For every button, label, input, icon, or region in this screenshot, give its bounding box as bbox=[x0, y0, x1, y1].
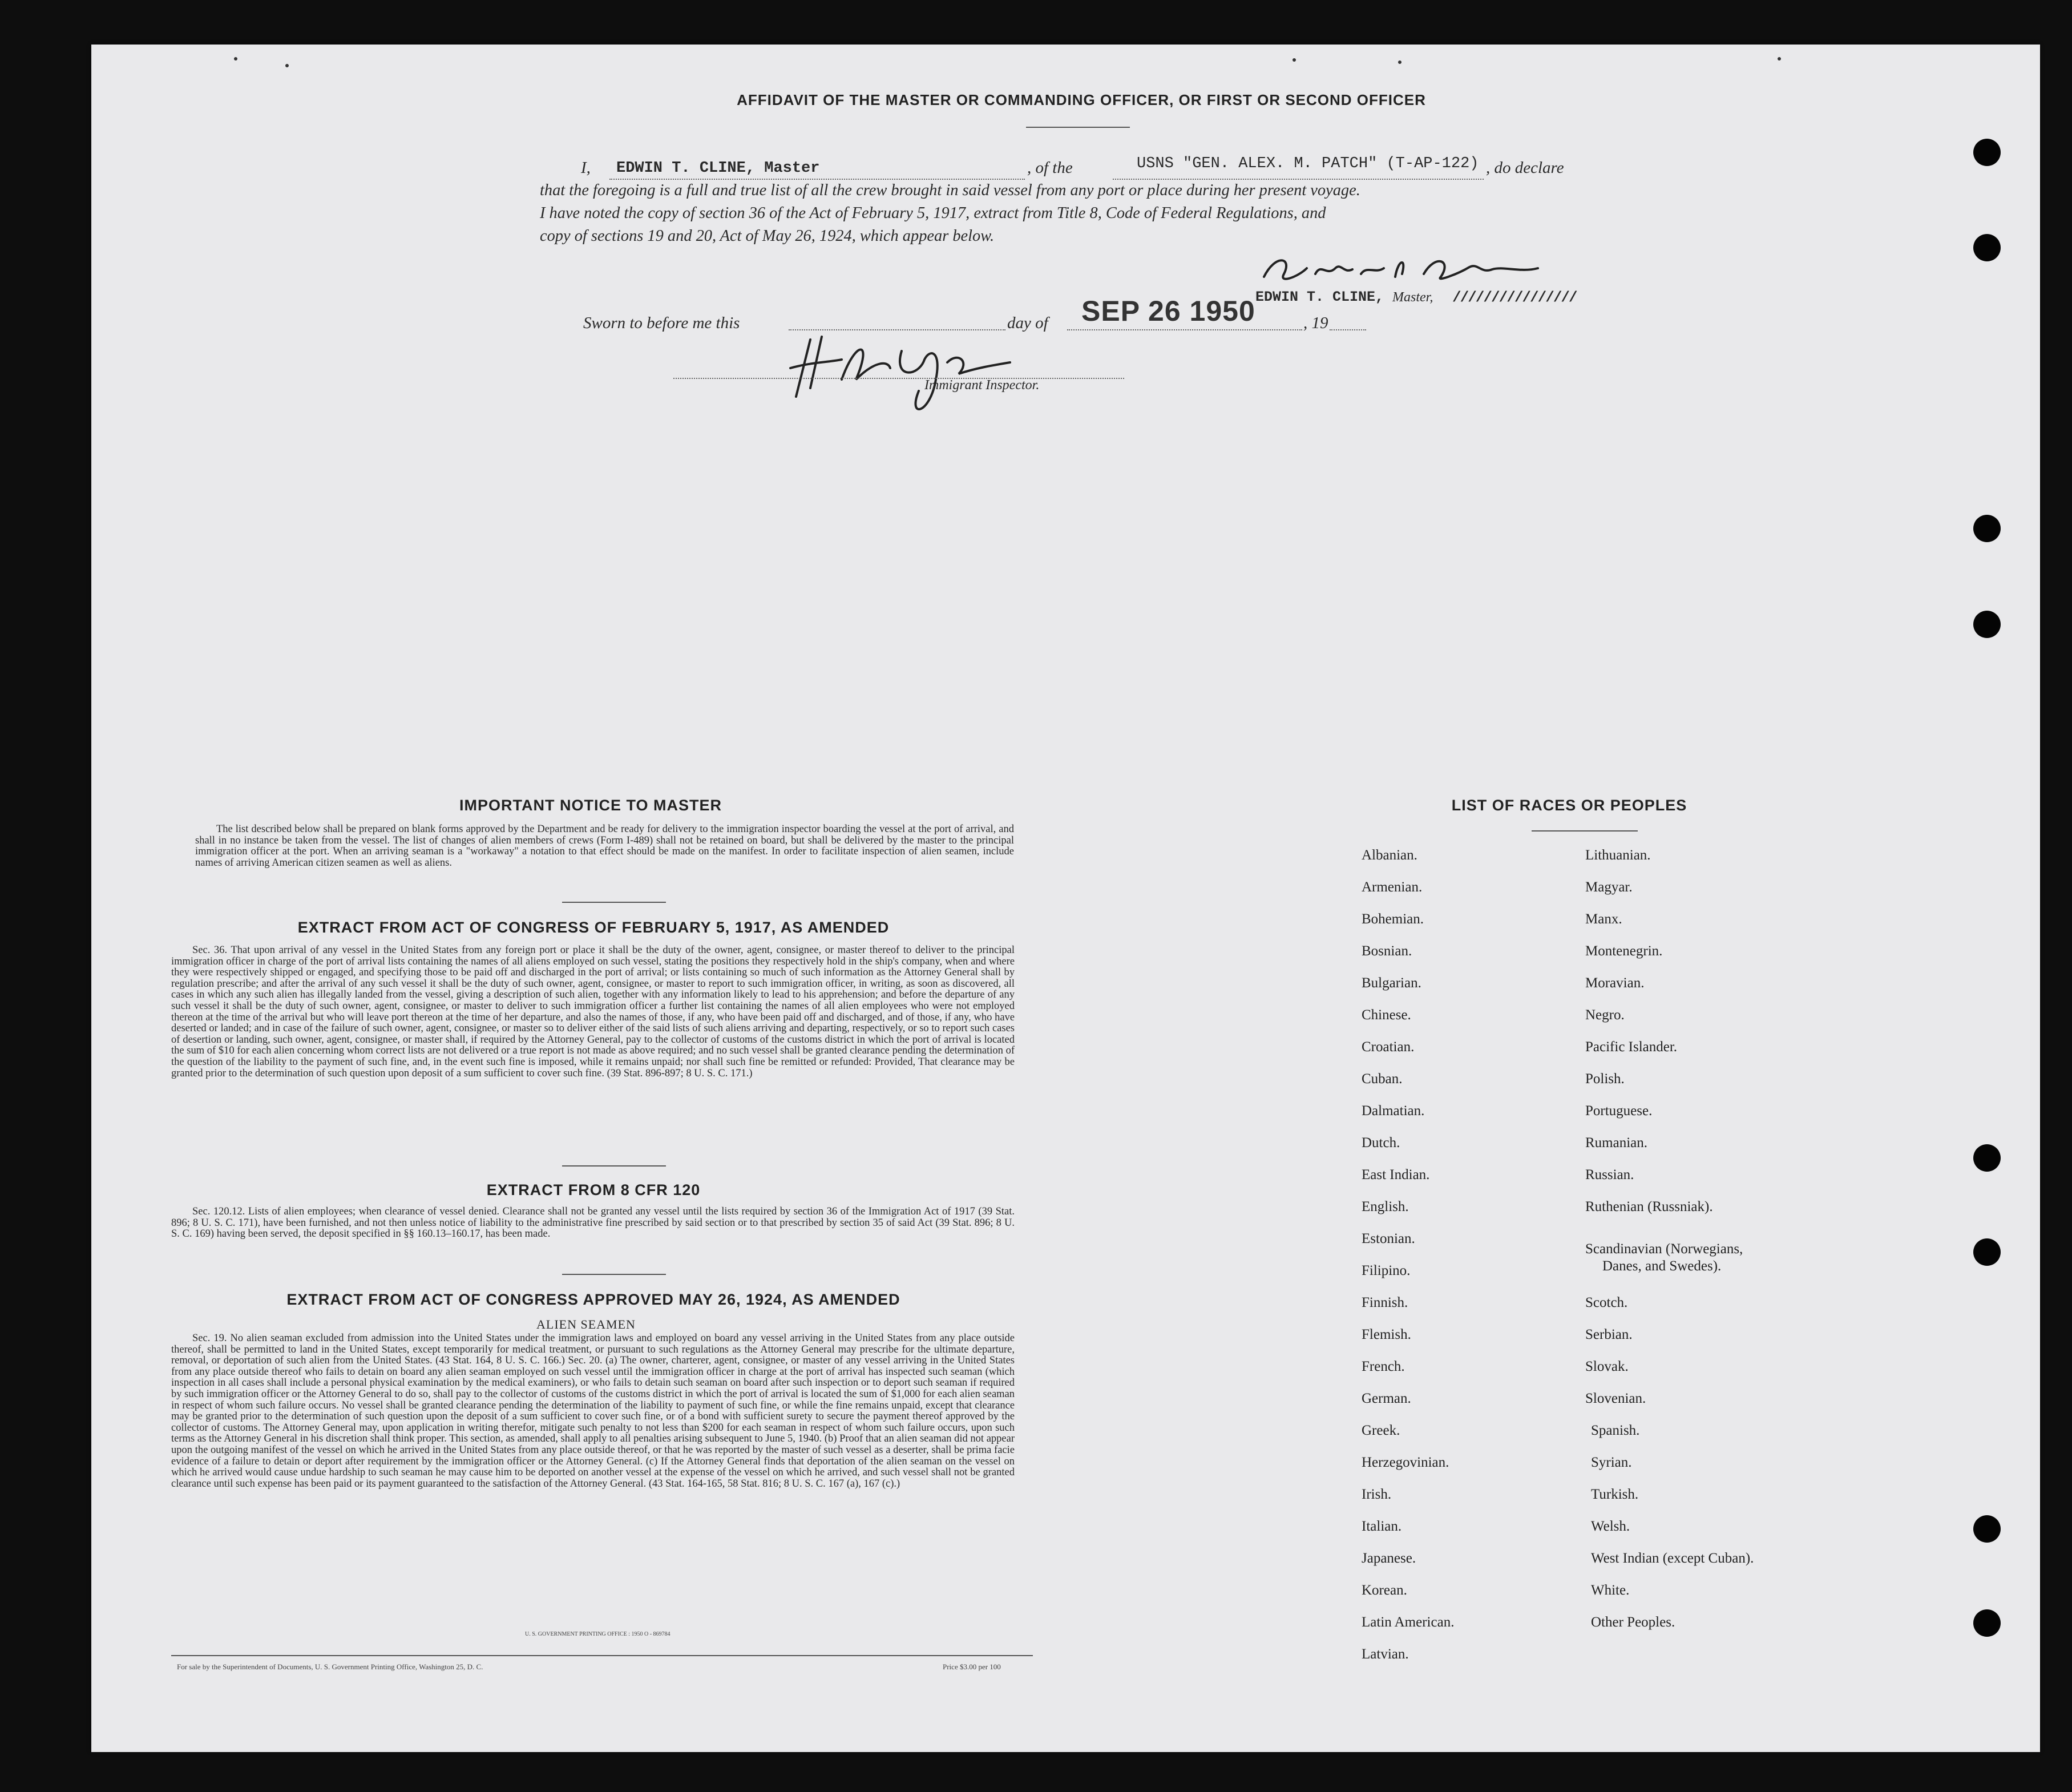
section-rule bbox=[562, 902, 666, 903]
extract-1924-text: Sec. 19. No alien seaman excluded from admission into the United States under the immigration laws and employed on board any vessel arriving in the United States from any place outside thereof, shall be permitted to land in the United States, except temporarily for medical treatment, or pursuant to such regulations as the Attorney General may prescribe for the ultimate departure, removal, or deportation of such alien from the United States. (43 Stat. 164, 8 U. S. C. 166.) Sec. 20. (a) The owner, charterer, agent, consignee, or master of any vessel arriving in the United States from any place outside thereof who fails to detain on board any alien seaman employed on such vessel until the immigration officer in charge at the port of arrival has inspected such seaman (which inspection in all cases shall include a personal physical examination by the medical examiners), or who fails to detain such seaman on board after such inspection or to deport such seaman if required by such immigration officer or the Attorney General to do so, shall pay to the collector of customs of the customs district in which the port of arrival is located the sum of $1,000 for each alien seaman in respect of whom such failure occurs. No vessel shall be granted clearance pending the determination of the liability to payment of such fine, or while the fine remains unpaid, except that clearance may be granted prior to the determination of such question upon the deposit of a sum sufficient to cover such fine, or of a bond with sufficient surety to secure the payment thereof approved by the collector of customs. The Attorney General may, upon application in writing therefor, mitigate such penalty to not less than $200 for each seaman in respect of whom such failure occurs, upon such terms as the Attorney General in his discretion shall think proper. This section, as amended, shall apply to all penalties arising subsequent to June 5, 1940. (b) Proof that an alien seaman did not appear upon the outgoing manifest of the vessel on which he arrived in the United States from any place outside thereof, or that he was reported by the master of such vessel as a deserter, shall be prima facie evidence of a failure to detain or deport after requirement by the immigration officer or the Attorney General. (c) If the Attorney General finds that deportation of the alien seaman on the vessel on which he arrived would cause undue hardship to such seaman he may cause him to be deported on another vessel at the expense of the vessel on which he arrived, and such vessel shall not be granted clearance until such expense has been paid or its payment guaranteed to the satisfaction of the Attorney General. (43 Stat. 164-165, 58 Stat. 816; 8 U. S. C. 167 (a), 167 (c).) bbox=[171, 1333, 1015, 1490]
race-item: Dalmatian. bbox=[1362, 1103, 1425, 1119]
race-item: Bulgarian. bbox=[1362, 975, 1421, 991]
punch-hole bbox=[1973, 139, 2001, 166]
speck bbox=[1293, 58, 1296, 62]
race-item: Manx. bbox=[1585, 911, 1622, 927]
race-item: Finnish. bbox=[1362, 1295, 1408, 1310]
struck-text: //////////////// bbox=[1452, 289, 1577, 306]
race-item: Cuban. bbox=[1362, 1071, 1403, 1087]
race-item: Welsh. bbox=[1591, 1519, 1630, 1534]
race-item: Greek. bbox=[1362, 1423, 1400, 1438]
race-item: Danes, and Swedes). bbox=[1602, 1258, 1722, 1274]
race-item: Slovenian. bbox=[1585, 1391, 1646, 1406]
race-item: Japanese. bbox=[1362, 1551, 1416, 1566]
race-item: Dutch. bbox=[1362, 1135, 1400, 1151]
speck bbox=[234, 57, 237, 60]
date-field-line bbox=[1067, 329, 1302, 330]
document-page bbox=[91, 45, 2040, 1752]
race-item: Irish. bbox=[1362, 1487, 1392, 1502]
race-item: Lithuanian. bbox=[1585, 847, 1651, 863]
printer-line: U. S. GOVERNMENT PRINTING OFFICE : 1950 O - 869784 bbox=[525, 1631, 671, 1637]
speck bbox=[285, 64, 289, 67]
race-item: Scandinavian (Norwegians, bbox=[1585, 1241, 1743, 1257]
extract-1917-text: Sec. 36. That upon arrival of any vessel in the United States from any foreign port or place it shall be the duty of the owner, agent, consignee, or master thereof to deliver to the principal immigration officer in charge of the port of arrival lists containing the names of all aliens employed on such vessel, stating the positions they respectively hold in the ship's company, when and where they were respectively shipped or engaged, and specifying those to be paid off and discharged in the port of arrival; or lists containing so much of such information as the Attorney General shall by regulation prescribe; and after the arrival of any such vessel it shall be the duty of such owner, agent, consignee, or master to report to such immigration officer, in writing, as soon as discovered, all cases in which any such alien has illegally landed from the vessel, giving a description of such alien, together with any information likely to lead to his apprehension; and before the departure of any such vessel it shall be the duty of such owner, agent, consignee, or master to deliver to such immigration officer a further list containing the names of all alien employees who were not employed thereon at the time of the arrival but who will leave port thereon at the time of her departure, and also the names of those, if any, who have been paid off and discharged, and of those, if any, who have deserted or landed; and in case of the failure of such owner, agent, consignee, or master so to deliver either of the said lists of such aliens arriving and departing, respectively, or so to report such cases of desertion or landing, such owner, agent, consignee, or master shall, if required by the Attorney General, pay to the collector of customs of the customs district in which the port of arrival is located the sum of $10 for each alien concerning whom correct lists are not delivered or a true report is not made as above required; and no such vessel shall be granted clearance pending the determination of the question of the liability to the payment of such fine, and, in the event such fine is imposed, while it remains unpaid; nor shall such fine be remitted or refunded: Provided, That clearance may be granted prior to the determination of such question upon deposit of a sum sufficient to cover such fine. (39 Stat. 896-897; 8 U. S. C. 171.) bbox=[171, 945, 1015, 1079]
extract-cfr-text: Sec. 120.12. Lists of alien employees; when clearance of vessel denied. Clearance shall not be granted any vessel until the lists required by section 36 of the Immigration Act of 1917 (39 Stat. 896; 8 U. S. C. 171), have been furnished, and not then unless notice of liability to the administrative fine prescribed by said section or to that prescribed by section 35 of said Act (39 Stat. 896; 8 U. S. C. 169) having been served, the deposit specified in §§ 160.13–160.17, has been made. bbox=[171, 1206, 1015, 1240]
punch-hole bbox=[1973, 611, 2001, 638]
master-name: EDWIN T. CLINE, Master bbox=[616, 160, 820, 177]
race-item: Bosnian. bbox=[1362, 943, 1412, 959]
inspector-signature-line bbox=[673, 378, 1124, 379]
title-rule bbox=[1026, 127, 1130, 128]
race-item: Other Peoples. bbox=[1591, 1615, 1675, 1630]
race-item: Ruthenian (Russniak). bbox=[1585, 1199, 1713, 1214]
race-item: Bohemian. bbox=[1362, 911, 1424, 927]
race-item: Filipino. bbox=[1362, 1263, 1411, 1278]
race-item: Chinese. bbox=[1362, 1007, 1411, 1023]
race-item: Latvian. bbox=[1362, 1646, 1409, 1662]
punch-hole bbox=[1973, 1609, 2001, 1637]
declaration-line-4: copy of sections 19 and 20, Act of May 26, 1924, which appear below. bbox=[540, 227, 995, 245]
section-rule bbox=[562, 1165, 666, 1167]
race-item: Spanish. bbox=[1591, 1423, 1640, 1438]
master-label: Master, bbox=[1392, 290, 1433, 305]
sale-line: For sale by the Superintendent of Documents, U. S. Government Printing Office, Washington 25, D. C. bbox=[177, 1662, 483, 1671]
race-item: Syrian. bbox=[1591, 1455, 1632, 1470]
race-item: Croatian. bbox=[1362, 1039, 1415, 1055]
vessel-field-line bbox=[1113, 179, 1484, 180]
race-item: Latin American. bbox=[1362, 1615, 1455, 1630]
declaration-line-3: I have noted the copy of section 36 of the Act of February 5, 1917, extract from Title 8, Code of Federal Regulations, and bbox=[540, 204, 1326, 222]
race-item: White. bbox=[1591, 1583, 1630, 1598]
punch-hole bbox=[1973, 234, 2001, 261]
extract-1917-title: EXTRACT FROM ACT OF CONGRESS OF FEBRUARY 5, 1917, AS AMENDED bbox=[297, 919, 890, 936]
punch-hole bbox=[1973, 1515, 2001, 1543]
declaration-prefix: I, bbox=[581, 159, 591, 177]
section-rule bbox=[562, 1274, 666, 1275]
punch-hole bbox=[1973, 1144, 2001, 1172]
race-item: Moravian. bbox=[1585, 975, 1645, 991]
master-signature bbox=[1253, 251, 1549, 291]
race-item: Montenegrin. bbox=[1585, 943, 1663, 959]
speck bbox=[1778, 57, 1781, 60]
punch-hole bbox=[1973, 1238, 2001, 1266]
race-item: Portuguese. bbox=[1585, 1103, 1653, 1119]
race-item: Negro. bbox=[1585, 1007, 1625, 1023]
declaration-line-2: that the foregoing is a full and true list of all the crew brought in said vessel from any port or place during her present voyage. bbox=[540, 181, 1360, 199]
punch-hole bbox=[1973, 515, 2001, 542]
footer-rule bbox=[171, 1655, 1033, 1656]
notice-title: IMPORTANT NOTICE TO MASTER bbox=[459, 797, 722, 814]
race-item: Slovak. bbox=[1585, 1359, 1629, 1374]
do-declare-label: , do declare bbox=[1486, 159, 1564, 177]
race-item: Turkish. bbox=[1591, 1487, 1639, 1502]
race-item: Albanian. bbox=[1362, 847, 1417, 863]
race-item: Flemish. bbox=[1362, 1327, 1411, 1342]
race-item: English. bbox=[1362, 1199, 1409, 1214]
race-item: German. bbox=[1362, 1391, 1411, 1406]
inspector-label: Immigrant Inspector. bbox=[924, 378, 1040, 393]
race-item: Magyar. bbox=[1585, 879, 1633, 895]
year-field-line bbox=[1330, 329, 1366, 330]
notice-text: The list described below shall be prepared on blank forms approved by the Department and be ready for delivery to the immigration inspector boarding the vessel at the port of arrival, and shall in no instance be taken from the vessel. The list of changes of alien members of crews (Form I-489) shall not be retained on board, but shall be delivered by the master to the principal immigration officer at the port. When an arriving seaman is a "workaway" a notation to that effect should be made on the manifest. In order to facilitate inspection of alien seamen, include names of arriving American citizen seamen as well as aliens. bbox=[195, 824, 1014, 869]
year-label: , 19 bbox=[1303, 314, 1328, 332]
race-item: Rumanian. bbox=[1585, 1135, 1648, 1151]
date-stamp: SEP 26 1950 bbox=[1081, 295, 1255, 327]
day-of-label: day of bbox=[1007, 314, 1048, 332]
race-item: Scotch. bbox=[1585, 1295, 1628, 1310]
affidavit-title: AFFIDAVIT OF THE MASTER OR COMMANDING OFFICER, OR FIRST OR SECOND OFFICER bbox=[737, 91, 1426, 108]
extract-cfr-title: EXTRACT FROM 8 CFR 120 bbox=[486, 1181, 701, 1198]
price-line: Price $3.00 per 100 bbox=[943, 1662, 1001, 1671]
race-item: Polish. bbox=[1585, 1071, 1625, 1087]
races-title: LIST OF RACES OR PEOPLES bbox=[1451, 797, 1687, 814]
name-field-line bbox=[609, 179, 1025, 180]
race-item: Armenian. bbox=[1362, 879, 1423, 895]
vessel-name: USNS "GEN. ALEX. M. PATCH" (T-AP-122) bbox=[1137, 155, 1479, 172]
sworn-label: Sworn to before me this bbox=[583, 314, 740, 332]
race-item: Korean. bbox=[1362, 1583, 1407, 1598]
race-item: East Indian. bbox=[1362, 1167, 1430, 1182]
race-item: Pacific Islander. bbox=[1585, 1039, 1678, 1055]
race-item: Herzegovinian. bbox=[1362, 1455, 1449, 1470]
alien-seamen-subtitle: ALIEN SEAMEN bbox=[536, 1317, 636, 1331]
race-item: West Indian (except Cuban). bbox=[1591, 1551, 1754, 1566]
typed-signer: EDWIN T. CLINE, bbox=[1255, 289, 1384, 305]
race-item: Estonian. bbox=[1362, 1231, 1415, 1246]
race-item: Serbian. bbox=[1585, 1327, 1633, 1342]
races-rule bbox=[1532, 830, 1638, 832]
race-item: Italian. bbox=[1362, 1519, 1402, 1534]
of-the-label: , of the bbox=[1027, 159, 1073, 177]
extract-1924-title: EXTRACT FROM ACT OF CONGRESS APPROVED MAY 26, 1924, AS AMENDED bbox=[286, 1291, 900, 1308]
race-item: French. bbox=[1362, 1359, 1405, 1374]
race-item: Russian. bbox=[1585, 1167, 1634, 1182]
speck bbox=[1398, 60, 1401, 64]
